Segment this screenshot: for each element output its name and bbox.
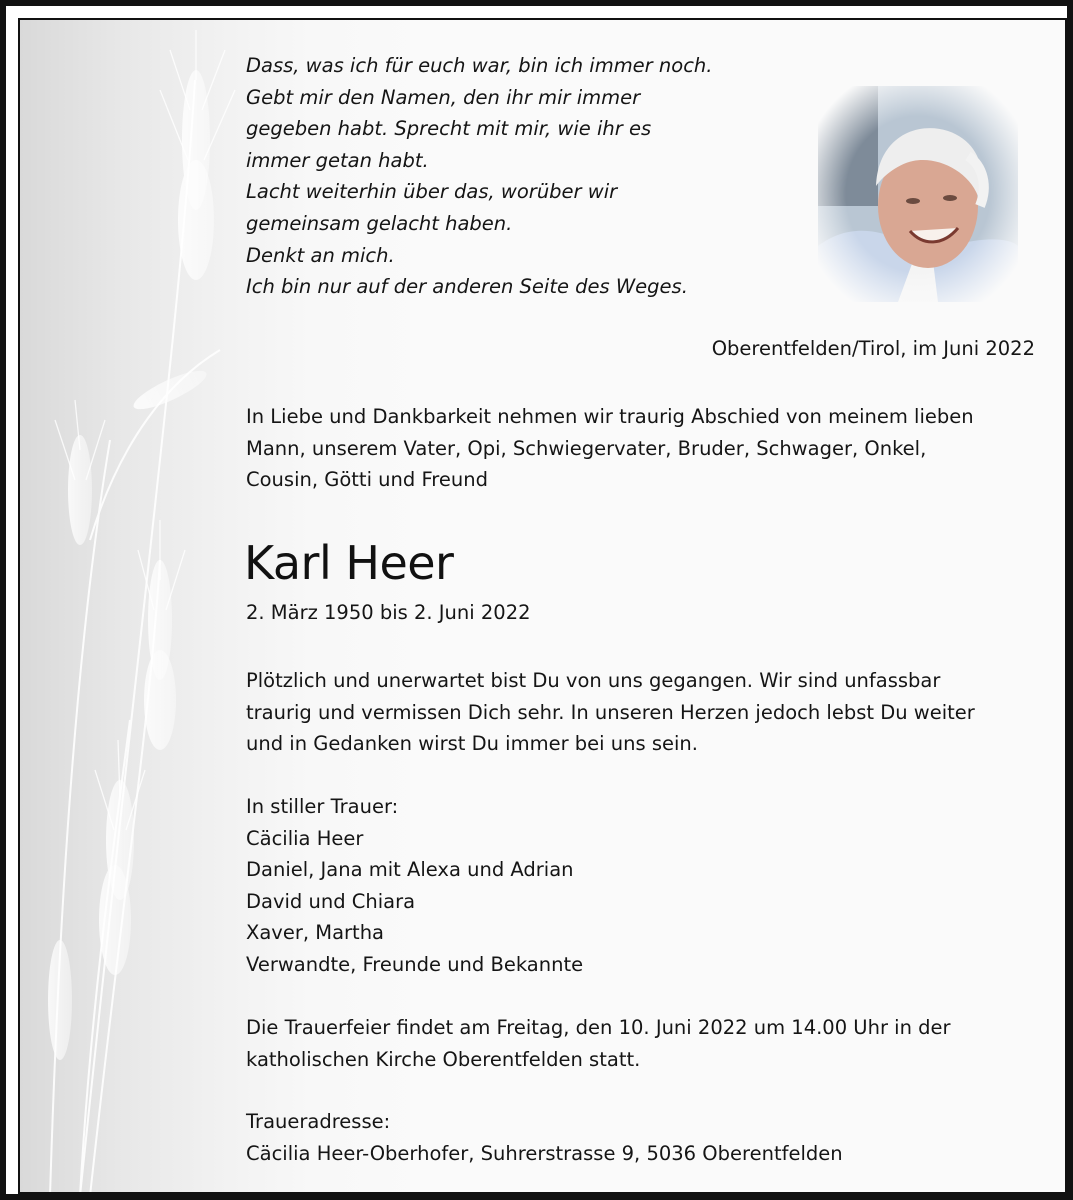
mourner-name: Xaver, Martha — [246, 921, 385, 945]
condolence-message — [246, 665, 1046, 760]
mourning-address — [246, 1106, 1046, 1169]
farewell-intro — [246, 401, 1046, 496]
poem-line: gegeben habt. Sprecht mit mir, wie ihr es — [246, 117, 652, 141]
place-and-date: Oberentfelden/Tirol, im Juni 2022 — [711, 337, 1035, 360]
poem-line: Lacht weiterhin über das, worüber wir — [246, 180, 618, 204]
mourner-name: Cäcilia Heer — [246, 826, 364, 850]
message-line: Plötzlich und unerwartet bist Du von uns gegangen. Wir sind unfassbar — [246, 669, 941, 692]
mourner-name: Verwandte, Freunde und Bekannte — [246, 952, 584, 976]
poem-line: gemeinsam gelacht haben. — [246, 211, 513, 235]
intro-line: In Liebe und Dankbarkeit nehmen wir traurig Abschied von meinem lieben — [246, 405, 974, 428]
funeral-line: Die Trauerfeier findet am Freitag, den 10. Juni 2022 um 14.00 Uhr in der — [246, 1016, 951, 1039]
address-heading: Traueradresse: — [246, 1110, 391, 1133]
portrait-photo — [818, 86, 1018, 302]
mourners-list — [246, 791, 1046, 981]
funeral-info — [246, 1012, 1046, 1075]
intro-line: Mann, unserem Vater, Opi, Schwiegervater, Bruder, Schwager, Onkel, — [246, 436, 927, 460]
poem-line: Gebt mir den Namen, den ihr mir immer — [246, 85, 641, 109]
mourners-heading: In stiller Trauer: — [246, 795, 399, 818]
poem-line: Ich bin nur auf der anderen Seite des Weges. — [246, 275, 688, 299]
message-line: traurig und vermissen Dich sehr. In unseren Herzen jedoch lebst Du weiter — [246, 700, 975, 724]
mourner-name: David und Chiara — [246, 889, 416, 913]
wheat-background-illustration — [20, 20, 280, 1194]
message-line: und in Gedanken wirst Du immer bei uns sein. — [246, 732, 698, 756]
intro-line: Cousin, Götti und Freund — [246, 468, 488, 492]
poem-line: immer getan habt. — [246, 148, 429, 172]
address-line: Cäcilia Heer-Oberhofer, Suhrerstrasse 9, 5036 Oberentfelden — [246, 1141, 843, 1165]
poem — [246, 50, 786, 303]
mourner-name: Daniel, Jana mit Alexa und Adrian — [246, 858, 574, 882]
poem-line: Dass, was ich für euch war, bin ich immer noch. — [246, 54, 713, 77]
life-dates: 2. März 1950 bis 2. Juni 2022 — [246, 601, 531, 624]
funeral-line: katholischen Kirche Oberentfelden statt. — [246, 1047, 641, 1071]
poem-line: Denkt an mich. — [246, 243, 395, 267]
obituary-card — [18, 18, 1067, 1194]
deceased-name: Karl Heer — [244, 536, 454, 590]
